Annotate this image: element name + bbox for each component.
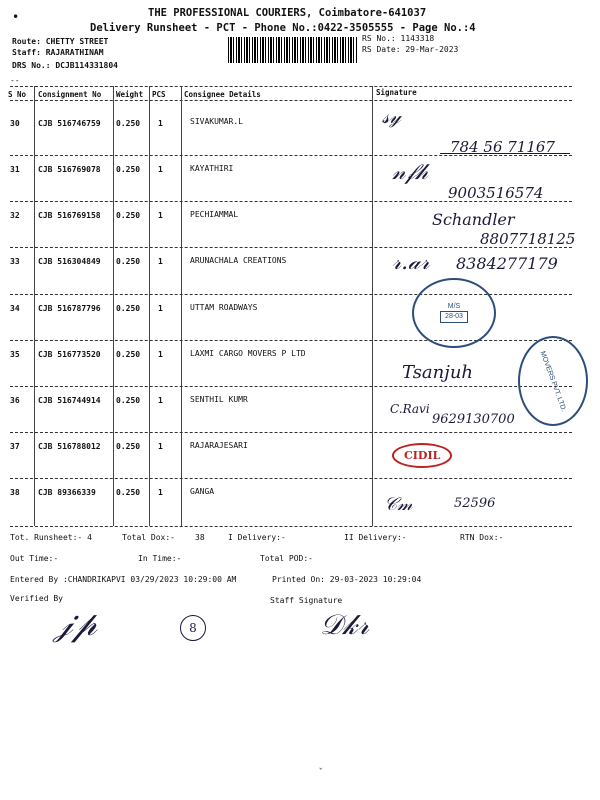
handwritten-phone-33: 8384277179: [456, 254, 558, 273]
stamp2-text: MOVERS PVT. LTD.: [538, 349, 568, 413]
stray-mark: ˇ: [318, 768, 324, 778]
entered-by: Entered By :CHANDRIKAPVI 03/29/2023 10:29:00 AM: [10, 575, 237, 584]
row-consignment: CJB 516304849: [38, 257, 101, 266]
header-dots: --: [10, 76, 20, 85]
stamp-date: 28-03: [440, 311, 468, 323]
signature-35: Tsanjuh: [402, 362, 474, 383]
out-time: Out Time:-: [10, 554, 59, 563]
tot-runsheet: Tot. Runsheet:- 4: [10, 533, 92, 542]
row-divider: [10, 432, 572, 433]
row-consignment: CJB 516769158: [38, 211, 101, 220]
row-consignment: CJB 516788012: [38, 442, 101, 451]
runsheet-subtitle: Delivery Runsheet - PCT - Phone No.:0422-3505555 - Page No.:4: [90, 22, 476, 34]
col-divider: [34, 86, 35, 526]
circled-number: 8: [180, 615, 206, 641]
table-top-rule: [10, 86, 572, 87]
handwritten-stamp-37: CIDIL: [392, 443, 452, 468]
signature-30: 𝓈𝓎: [382, 104, 401, 128]
table-header-rule: [10, 100, 572, 101]
table-bottom-rule: [10, 526, 572, 527]
row-weight: 0.250: [116, 304, 141, 313]
row-pcs: 1: [158, 396, 163, 405]
handwritten-phone-38: 52596: [454, 496, 496, 511]
company-title: THE PROFESSIONAL COURIERS, Coimbatore-641037: [148, 7, 427, 19]
col-divider: [149, 86, 150, 526]
row-consignment: CJB 516744914: [38, 396, 101, 405]
col-divider: [113, 86, 114, 526]
row-sno: 37: [10, 442, 20, 451]
row-sno: 36: [10, 396, 20, 405]
row-consignee: LAXMI CARGO MOVERS P LTD: [190, 349, 306, 358]
col-consignment: Consignment No: [38, 90, 102, 99]
ii-delivery: II Delivery:-: [344, 533, 407, 542]
row-pcs: 1: [158, 211, 163, 220]
row-sno: 38: [10, 488, 20, 497]
col-signature: Signature: [376, 88, 417, 97]
handwritten-phone-31: 9003516574: [448, 184, 544, 202]
handwritten-phone-36: 9629130700: [432, 412, 515, 427]
row-weight: 0.250: [116, 211, 141, 220]
row-pcs: 1: [158, 257, 163, 266]
row-divider: [10, 478, 572, 479]
total-dox-value: 38: [195, 533, 205, 542]
row-sno: 33: [10, 257, 20, 266]
company-stamp-round-2: [518, 336, 588, 426]
col-divider: [181, 86, 182, 526]
in-time: In Time:-: [138, 554, 182, 563]
row-sno: 31: [10, 165, 20, 174]
row-sno: 35: [10, 350, 20, 359]
row-consignment: CJB 516773520: [38, 350, 101, 359]
row-sno: 30: [10, 119, 20, 128]
col-divider: [372, 86, 373, 526]
row-consignee: ARUNACHALA CREATIONS: [190, 256, 287, 265]
staff-label: Staff: RAJARATHINAM: [12, 48, 104, 57]
row-consignment: CJB 516769078: [38, 165, 101, 174]
i-delivery: I Delivery:-: [228, 533, 286, 542]
row-weight: 0.250: [116, 350, 141, 359]
signature-32: Schandler: [432, 210, 515, 229]
barcode: [228, 37, 358, 63]
row-consignee: SIVAKUMAR.L: [190, 117, 243, 126]
signature-33: 𝓇.𝒶𝓇: [392, 250, 430, 275]
row-divider: [10, 386, 572, 387]
row-pcs: 1: [158, 350, 163, 359]
printed-on: Printed On: 29-03-2023 10:29:04: [272, 575, 422, 584]
row-consignee: PECHIAMMAL: [190, 210, 239, 219]
row-consignee: UTTAM ROADWAYS: [190, 303, 258, 312]
row-weight: 0.250: [116, 396, 141, 405]
row-weight: 0.250: [116, 442, 141, 451]
verified-by-label: Verified By: [10, 594, 63, 603]
row-consignee: SENTHIL KUMR: [190, 395, 248, 404]
rtn-dox: RTN Dox:-: [460, 533, 504, 542]
handwritten-phone-30: 784 56 71167: [450, 138, 555, 156]
signature-36: C.Ravi: [390, 402, 430, 416]
stamp-text: M/S: [447, 302, 461, 310]
verifier-signature: 𝒿𝓅: [54, 604, 97, 644]
company-stamp-round: [412, 278, 496, 348]
row-pcs: 1: [158, 442, 163, 451]
header-bullet: •: [12, 10, 20, 24]
row-consignment: CJB 89366339: [38, 488, 96, 497]
total-pod: Total POD:-: [260, 554, 313, 563]
row-weight: 0.250: [116, 119, 141, 128]
scribble-line: [440, 153, 570, 154]
staff-signature-label: Staff Signature: [270, 596, 343, 605]
row-pcs: 1: [158, 119, 163, 128]
staff-signature: 𝒟𝓀𝓇: [320, 608, 370, 641]
row-weight: 0.250: [116, 488, 141, 497]
row-weight: 0.250: [116, 257, 141, 266]
row-pcs: 1: [158, 304, 163, 313]
row-pcs: 1: [158, 488, 163, 497]
row-weight: 0.250: [116, 165, 141, 174]
row-sno: 34: [10, 304, 20, 313]
rs-number: RS No.: 1143318: [362, 34, 435, 43]
row-divider: [10, 340, 572, 341]
rs-date: RS Date: 29-Mar-2023: [362, 45, 459, 54]
col-weight: Weight: [116, 90, 144, 99]
row-consignment: CJB 516787796: [38, 304, 101, 313]
col-sno: S No: [8, 90, 27, 99]
row-consignment: CJB 516746759: [38, 119, 101, 128]
row-sno: 32: [10, 211, 20, 220]
row-consignee: GANGA: [190, 487, 215, 496]
row-consignee: RAJARAJESARI: [190, 441, 248, 450]
drs-number: DRS No.: DCJB114331804: [12, 61, 118, 70]
row-pcs: 1: [158, 165, 163, 174]
signature-31: 𝓃𝒻𝒽: [392, 160, 429, 185]
col-consignee: Consignee Details: [184, 90, 261, 99]
route-label: Route: CHETTY STREET: [12, 37, 109, 46]
col-pcs: PCS: [152, 90, 166, 99]
handwritten-phone-32: 8807718125: [480, 230, 576, 248]
signature-38: 𝒞𝓂: [384, 494, 413, 515]
total-dox-label: Total Dox:-: [122, 533, 175, 542]
row-consignee: KAYATHIRI: [190, 164, 234, 173]
